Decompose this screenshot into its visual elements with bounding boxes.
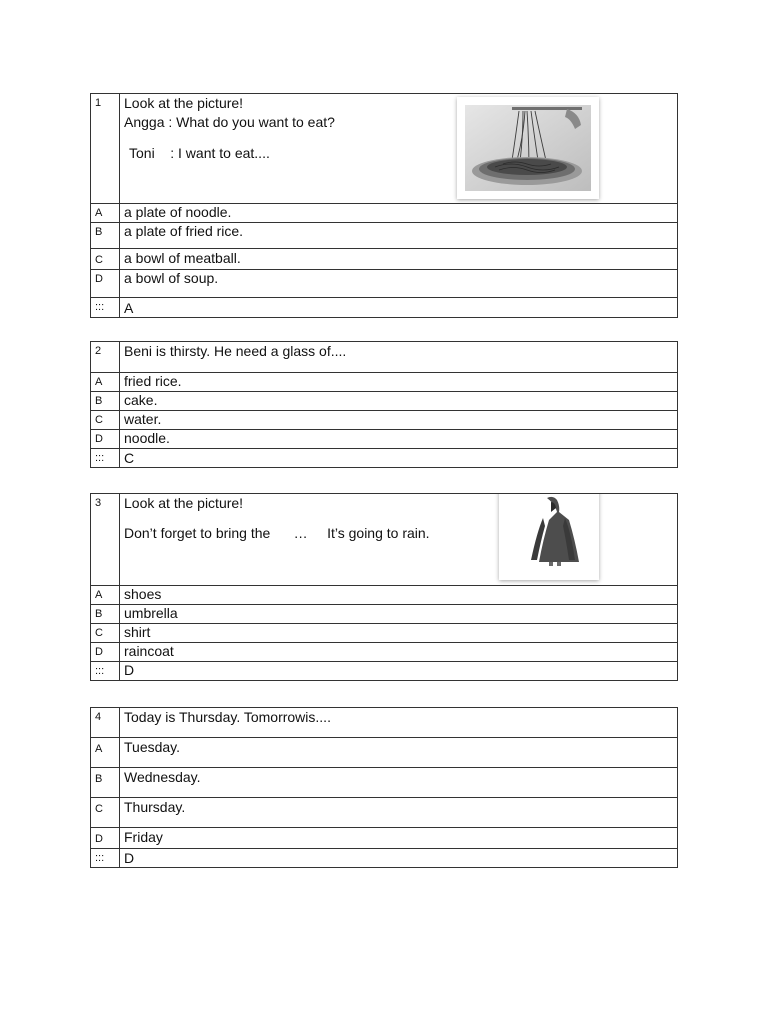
option-text: fried rice. [120,373,678,392]
question-3-table [90,493,678,681]
option-letter: C [91,624,120,643]
option-letter: D [91,643,120,662]
answer-key: C [120,449,678,468]
answer-marker: ::: [91,849,120,868]
option-letter: A [91,738,120,768]
question-number: 3 [91,494,120,586]
option-letter: B [91,223,120,249]
option-letter: B [91,768,120,798]
raincoat-illustration [499,494,599,581]
option-letter: A [91,204,120,223]
option-text: shirt [120,624,678,643]
question-line: Don’t forget to bring the … It’s going to rain. [124,525,430,541]
answer-key: D [120,849,678,868]
option-letter: C [91,411,120,430]
option-text: Tuesday. [120,738,678,768]
question-text [120,94,678,204]
option-letter: D [91,270,120,298]
raincoat-image [499,494,599,581]
option-text: a bowl of meatball. [120,249,678,270]
question-number: 4 [91,708,120,738]
option-text: Wednesday. [120,768,678,798]
question-text: Today is Thursday. Tomorrowis.... [120,708,678,738]
answer-marker: ::: [91,449,120,468]
question-text: Beni is thirsty. He need a glass of.... [120,342,678,373]
option-text: noodle. [120,430,678,449]
question-number: 1 [91,94,120,204]
option-letter: C [91,798,120,828]
option-letter: A [91,373,120,392]
option-letter: B [91,605,120,624]
option-letter: B [91,392,120,411]
question-line: Toni : I want to eat.... [129,145,270,161]
option-text: a plate of noodle. [120,204,678,223]
question-line: Look at the picture! [124,95,244,111]
option-text: cake. [120,392,678,411]
answer-key: D [120,662,678,681]
option-letter: A [91,586,120,605]
option-letter: D [91,430,120,449]
option-text: Thursday. [120,798,678,828]
option-text: a bowl of soup. [120,270,678,298]
question-text [120,494,678,586]
answer-marker: ::: [91,298,120,318]
question-2-table [90,341,678,468]
answer-marker: ::: [91,662,120,681]
question-line: Angga : What do you want to eat? [124,114,335,130]
question-4-table [90,707,678,868]
option-letter: D [91,828,120,849]
option-letter: C [91,249,120,270]
question-line: Look at the picture! [124,495,244,511]
noodles-illustration [457,97,599,199]
option-text: a plate of fried rice. [120,223,678,249]
question-1-table [90,93,678,318]
option-text: umbrella [120,605,678,624]
question-number: 2 [91,342,120,373]
noodle-plate-image [457,97,599,199]
option-text: shoes [120,586,678,605]
answer-key: A [120,298,678,318]
option-text: raincoat [120,643,678,662]
option-text: Friday [120,828,678,849]
option-text: water. [120,411,678,430]
